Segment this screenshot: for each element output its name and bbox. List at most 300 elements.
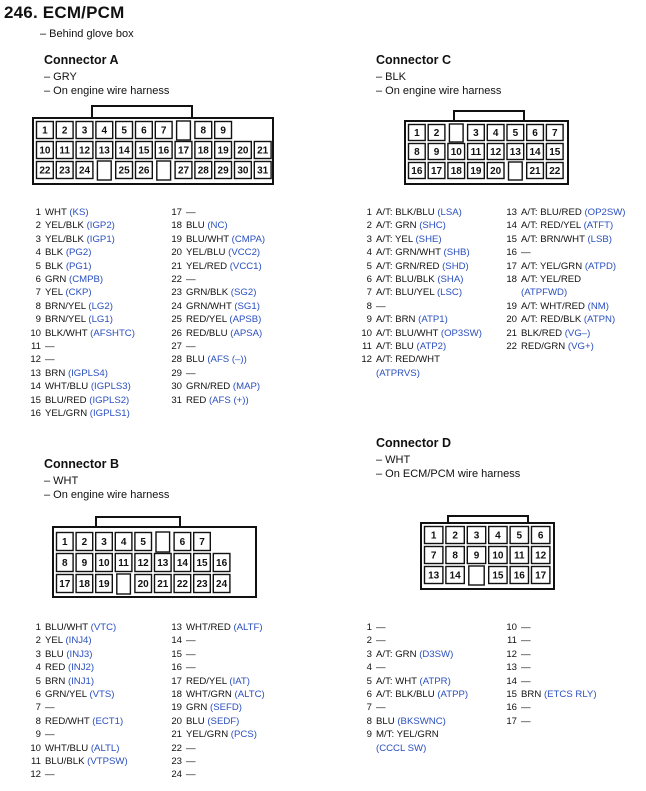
- pin-cell-label: 21: [257, 145, 269, 157]
- connector-b-diagram: [52, 514, 258, 600]
- pin-entry: [170, 621, 265, 634]
- pin-entry: [170, 634, 265, 647]
- pin-entry: [170, 219, 265, 232]
- pin-wire: —: [186, 756, 196, 768]
- pin-entry: [29, 206, 135, 219]
- pin-wire: —: [521, 247, 531, 259]
- pin-number: 23: [171, 287, 182, 299]
- pin-cell-label: 12: [78, 145, 91, 157]
- pin-entry: [29, 353, 135, 366]
- pin-cell-label: 9: [473, 550, 480, 562]
- pin-number: 5: [35, 675, 41, 687]
- pin-number: 3: [366, 233, 372, 245]
- pin-entry: [360, 340, 482, 353]
- pin-cell-label: 14: [118, 145, 130, 157]
- pin-entry: [29, 394, 135, 407]
- pin-entry: [29, 621, 128, 634]
- pin-cell-label: 26: [138, 165, 150, 177]
- pin-entry: [360, 661, 468, 674]
- pin-cell-label: 1: [430, 530, 437, 542]
- pin-cell-label: 8: [200, 125, 207, 137]
- pin-entry: [170, 380, 265, 393]
- pin-wire: —: [186, 635, 196, 647]
- pin-wire: BRN: [45, 675, 66, 687]
- pin-signal: (AFS (–)): [207, 354, 247, 366]
- pin-signal: (ATPRVS): [376, 367, 420, 379]
- pin-signal: (VTC): [90, 622, 117, 633]
- pin-number: 30: [171, 381, 182, 393]
- connector-latch: [454, 111, 524, 121]
- pin-wire: GRN/WHT: [186, 300, 232, 312]
- pin-number: 8: [35, 715, 41, 727]
- pin-number: 13: [171, 622, 182, 633]
- pin-wire: —: [45, 354, 55, 366]
- pin-number: 15: [506, 689, 517, 701]
- pin-entry: [170, 715, 265, 728]
- pin-entry: [29, 380, 135, 393]
- pin-wire: YEL/GRN: [45, 408, 88, 420]
- pin-cell-label: 4: [101, 125, 108, 137]
- pin-cell-label: 7: [430, 550, 437, 562]
- pin-wire: A/T: GRN: [376, 648, 417, 660]
- pin-wire: A/T: BLK/BLU: [376, 689, 435, 701]
- pin-cell-label: 17: [59, 579, 71, 590]
- pin-number: 7: [35, 287, 41, 299]
- connector-b-title: Connector B: [44, 457, 119, 471]
- pin-entry: [360, 688, 468, 701]
- pin-wire: YEL: [45, 635, 63, 647]
- pin-cell-label: 7: [199, 537, 205, 548]
- pin-number: 18: [171, 220, 182, 232]
- pin-number: 16: [171, 662, 182, 674]
- pin-entry: [29, 273, 135, 286]
- pin-cell-label: 20: [490, 166, 502, 177]
- pin-signal: (SHA): [437, 274, 464, 286]
- pin-signal: (ATP2): [416, 341, 447, 353]
- pin-wire: —: [45, 702, 55, 714]
- pin-number: 8: [35, 300, 41, 312]
- pin-cell-label: 3: [101, 537, 107, 548]
- connector-d-diagram: [420, 515, 556, 591]
- pin-cell-label: 5: [516, 530, 523, 542]
- pin-wire: —: [376, 300, 386, 312]
- pin-signal: (SG1): [234, 300, 260, 312]
- pin-number: 7: [366, 287, 372, 299]
- pin-signal: (LSC): [436, 287, 463, 299]
- pin-cell-label: 6: [179, 537, 186, 548]
- pin-number: 24: [171, 300, 182, 312]
- connector-a-diagram: [32, 102, 274, 188]
- pin-number: 5: [366, 260, 372, 272]
- pin-signal: (IGPLS4): [67, 367, 108, 379]
- pin-wire: —: [521, 702, 531, 714]
- pin-number: 3: [366, 648, 372, 660]
- pin-entry: [170, 648, 265, 661]
- pin-wire: YEL/BLK: [45, 233, 84, 245]
- connector-c-color: – BLK: [376, 71, 406, 83]
- pin-wire: —: [521, 648, 531, 660]
- pin-signal: (AFS (+)): [208, 394, 249, 406]
- pin-cell-label: 12: [490, 147, 502, 158]
- pin-wire: —: [45, 341, 55, 353]
- pin-signal: (SEDF): [207, 715, 240, 727]
- pin-signal: (VCC2): [228, 247, 261, 259]
- pin-number: 8: [366, 300, 372, 312]
- pin-cell-label: 7: [160, 125, 167, 137]
- pin-entry: [360, 300, 482, 313]
- pin-number: 12: [30, 354, 41, 366]
- pin-cell-label: 20: [237, 145, 249, 157]
- pin-entry: [505, 715, 597, 728]
- pin-signal: (INJ3): [66, 648, 93, 660]
- pin-wire: —: [186, 341, 196, 353]
- pin-entry: [170, 246, 265, 259]
- pin-number: 12: [506, 648, 517, 660]
- connector-latch: [448, 516, 528, 523]
- pin-signal: (ATPD): [584, 260, 617, 272]
- connector-d-pinlist-2: [505, 621, 597, 728]
- pin-signal: (ATFT): [583, 220, 614, 232]
- pin-wire: A/T: WHT: [376, 675, 417, 687]
- pin-number: 11: [31, 756, 41, 768]
- pin-wire: YEL/BLU: [186, 247, 226, 259]
- connector-c-diagram: [404, 108, 570, 188]
- pin-signal: (PG2): [65, 247, 92, 259]
- pin-entry: [170, 353, 265, 366]
- pin-entry: [170, 768, 265, 781]
- pin-cell-label: 24: [216, 579, 228, 590]
- pin-cell-label: 2: [81, 537, 88, 548]
- pin-cell-label: 6: [532, 128, 538, 139]
- pin-entry: [29, 340, 135, 353]
- pin-number: 20: [171, 247, 182, 259]
- pin-wire: YEL/BLK: [45, 220, 84, 232]
- pin-signal: (LSB): [587, 233, 612, 245]
- pin-wire: BLK: [45, 260, 64, 272]
- pin-cell-label: 4: [120, 537, 127, 548]
- pin-wire: BLU/BLK: [45, 756, 85, 768]
- pin-signal: (IGPLS1): [89, 408, 130, 420]
- pin-cell-label: 15: [492, 570, 504, 582]
- pin-entry: [29, 661, 128, 674]
- pin-signal: (SG2): [230, 287, 257, 299]
- pin-wire: BLK/WHT: [45, 327, 88, 339]
- pin-number: 3: [35, 233, 41, 245]
- pin-number: 5: [366, 675, 372, 687]
- pin-entry: [360, 701, 468, 714]
- pin-cell-label: 13: [98, 145, 110, 157]
- pin-entry: [29, 715, 128, 728]
- pin-signal: (NM): [587, 300, 609, 312]
- pin-wire: BRN/YEL: [45, 300, 86, 312]
- pin-entry: [360, 313, 482, 326]
- pin-wire: WHT/RED: [186, 622, 231, 633]
- pin-wire: —: [45, 769, 55, 781]
- pin-entry: [29, 648, 128, 661]
- pin-entry: [505, 648, 597, 661]
- pin-number: 13: [506, 207, 517, 218]
- pin-number: 5: [35, 260, 41, 272]
- pin-entry: [360, 273, 482, 286]
- pin-number: 4: [366, 247, 372, 259]
- pin-cell-label: 2: [452, 530, 458, 542]
- pin-signal: (IAT): [229, 675, 250, 687]
- pin-cell-label: 3: [81, 125, 88, 137]
- pin-cell-label: 8: [414, 147, 420, 158]
- pin-wire: RED/YEL: [186, 314, 227, 326]
- pin-number: 2: [35, 220, 41, 232]
- pin-number: 20: [506, 314, 517, 326]
- pin-entry: [360, 648, 468, 661]
- pin-wire: GRN/RED: [186, 381, 231, 393]
- pin-signal: (APSB): [229, 314, 262, 326]
- pin-entry: [170, 675, 265, 688]
- pin-cell-label: 1: [62, 537, 68, 548]
- connector-latch: [92, 106, 192, 118]
- pin-cell-label: 28: [197, 165, 209, 177]
- pin-wire: GRN: [186, 702, 208, 714]
- pin-number: 6: [35, 689, 41, 701]
- pin-signal: (LG2): [88, 300, 113, 312]
- pin-number: 10: [361, 327, 372, 339]
- pin-wire: A/T: GRN/WHT: [376, 247, 441, 259]
- pin-cell-label: 22: [176, 579, 188, 590]
- pin-cell-label: 3: [473, 530, 480, 542]
- pin-wire: GRN/BLK: [186, 287, 229, 299]
- pin-wire: WHT/BLU: [45, 742, 89, 754]
- pin-entry: [170, 260, 265, 273]
- pin-number: 29: [171, 367, 182, 379]
- connector-c-pinlist-2: [505, 206, 626, 353]
- pin-entry: [360, 327, 482, 340]
- pin-entry: [170, 300, 265, 313]
- pin-signal: (ATPP): [437, 689, 469, 701]
- pin-wire: A/T: WHT/RED: [521, 300, 585, 312]
- pin-number: 6: [35, 274, 41, 286]
- pin-number: 21: [171, 260, 182, 272]
- pin-number: 15: [506, 233, 517, 245]
- pin-number: 15: [171, 648, 182, 660]
- pin-entry: [29, 688, 128, 701]
- pin-wire: —: [376, 702, 386, 714]
- pin-signal: (NC): [207, 220, 228, 232]
- pin-entry: [360, 353, 482, 380]
- pin-entry: [505, 313, 626, 326]
- pin-number: 17: [506, 260, 517, 272]
- pin-entry: [360, 621, 468, 634]
- pin-wire: BLU/RED: [45, 394, 87, 406]
- pin-wire: YEL/RED: [186, 260, 228, 272]
- connector-d-title: Connector D: [376, 436, 451, 450]
- pin-number: 15: [30, 394, 41, 406]
- pin-number: 19: [171, 702, 182, 714]
- pin-entry: [29, 728, 128, 741]
- pin-wire: A/T: GRN/RED: [376, 260, 440, 272]
- pin-cell-label: 11: [514, 550, 525, 562]
- pin-number: 24: [171, 769, 182, 781]
- pin-signal: (SHD): [442, 260, 469, 272]
- pin-entry: [29, 407, 135, 420]
- pin-wire: RED/WHT: [45, 715, 90, 727]
- connector-c-pinlist-1: [360, 206, 482, 380]
- pin-entry: [170, 313, 265, 326]
- pin-signal: (D3SW): [419, 648, 454, 660]
- pin-entry: [29, 300, 135, 313]
- connector-d-pinlist-1: [360, 621, 468, 755]
- pin-cell-label: 13: [428, 570, 440, 582]
- pin-wire: YEL: [45, 287, 63, 299]
- pin-cell-label: 23: [59, 165, 71, 177]
- pin-signal: (ALTL): [90, 742, 120, 754]
- pin-number: 2: [366, 220, 372, 232]
- connector-key-slot: [469, 566, 484, 585]
- connector-b-color: – WHT: [44, 475, 79, 487]
- pin-wire: —: [186, 742, 196, 754]
- pin-entry: [360, 233, 482, 246]
- pin-signal: (LG1): [88, 314, 113, 326]
- pin-number: 2: [366, 635, 372, 647]
- pin-cell-label: 24: [78, 165, 91, 177]
- pin-cell-label: 17: [177, 145, 190, 157]
- pin-entry: [505, 688, 597, 701]
- pin-entry: [170, 273, 265, 286]
- pin-cell-label: 9: [81, 558, 88, 569]
- pin-cell-label: 6: [141, 125, 147, 137]
- pin-cell-label: 11: [118, 558, 129, 569]
- pin-wire: RED/YEL: [186, 675, 227, 687]
- pin-wire: WHT: [45, 207, 67, 218]
- pin-entry: [505, 246, 626, 259]
- pin-number: 10: [506, 622, 517, 633]
- pin-wire: A/T: YEL/RED: [521, 274, 582, 286]
- pin-wire: —: [186, 662, 196, 674]
- connector-a-color: – GRY: [44, 71, 77, 83]
- pin-number: 4: [35, 247, 41, 259]
- pin-cell-label: 4: [492, 128, 499, 139]
- pin-number: 18: [506, 274, 517, 286]
- pin-entry: [170, 661, 265, 674]
- pin-entry: [170, 688, 265, 701]
- pin-signal: (OP3SW): [440, 327, 482, 339]
- pin-wire: A/T: YEL/GRN: [521, 260, 583, 272]
- pin-signal: (INJ2): [67, 662, 95, 674]
- pin-number: 7: [366, 702, 372, 714]
- pin-entry: [505, 675, 597, 688]
- pin-wire: A/T: BLU/WHT: [376, 327, 439, 339]
- connector-key-slot: [97, 161, 111, 180]
- pin-cell-label: 21: [157, 579, 169, 590]
- pin-entry: [505, 219, 626, 232]
- pin-cell-label: 8: [62, 558, 68, 569]
- connector-key-slot: [449, 124, 463, 142]
- pin-signal: (INJ4): [65, 635, 92, 647]
- pin-entry: [505, 621, 597, 634]
- pin-number: 12: [361, 354, 372, 366]
- pin-cell-label: 19: [470, 166, 482, 177]
- pin-number: 22: [171, 742, 182, 754]
- pin-cell-label: 25: [118, 165, 130, 177]
- pin-number: 14: [506, 675, 517, 687]
- pin-wire: —: [45, 729, 55, 741]
- pin-cell-label: 13: [157, 558, 169, 569]
- connector-key-slot: [156, 532, 170, 552]
- pin-wire: A/T: RED/BLK: [521, 314, 582, 326]
- pin-number: 21: [171, 729, 182, 741]
- pin-cell-label: 22: [39, 165, 51, 177]
- pin-signal: (ATPFWD): [521, 287, 568, 299]
- pin-signal: (CMPA): [231, 233, 266, 245]
- pin-wire: BLU: [45, 648, 64, 660]
- pin-wire: RED: [45, 662, 66, 674]
- connector-d-color: – WHT: [376, 454, 411, 466]
- pin-wire: —: [186, 648, 196, 660]
- pin-entry: [360, 634, 468, 647]
- pin-number: 3: [35, 648, 41, 660]
- pin-wire: —: [186, 274, 196, 286]
- pin-signal: (MAP): [232, 381, 261, 393]
- connector-key-slot: [117, 574, 131, 594]
- pin-wire: —: [521, 675, 531, 687]
- pin-cell-label: 6: [537, 530, 544, 542]
- pin-number: 28: [171, 354, 182, 366]
- pin-signal: (IGP1): [86, 233, 115, 245]
- pin-signal: (VTPSW): [87, 756, 128, 768]
- pin-wire: WHT/GRN: [186, 689, 232, 701]
- pin-cell-label: 1: [414, 128, 420, 139]
- pin-signal: (ATPN): [583, 314, 616, 326]
- pin-cell-label: 21: [529, 166, 541, 177]
- pin-number: 23: [171, 756, 182, 768]
- pin-number: 9: [366, 729, 372, 741]
- connector-key-slot: [157, 161, 171, 180]
- pin-wire: A/T: BRN: [376, 314, 416, 326]
- pin-wire: —: [521, 635, 531, 647]
- connector-d-harness: – On ECM/PCM wire harness: [376, 468, 521, 480]
- pin-number: 21: [506, 327, 517, 339]
- pin-wire: GRN: [45, 274, 67, 286]
- pin-number: 2: [35, 635, 41, 647]
- pin-cell-label: 10: [450, 147, 462, 158]
- pin-number: 6: [366, 689, 372, 701]
- pin-signal: (PCS): [230, 729, 257, 741]
- pin-cell-label: 4: [495, 530, 501, 542]
- pin-entry: [505, 634, 597, 647]
- connector-latch: [96, 517, 180, 527]
- pin-cell-label: 29: [217, 165, 229, 177]
- pin-signal: (ECT1): [92, 715, 124, 727]
- pin-entry: [29, 246, 135, 259]
- pin-cell-label: 11: [59, 145, 70, 157]
- pin-signal: (SHC): [419, 220, 446, 232]
- pin-wire: BLU/WHT: [186, 233, 229, 245]
- pin-wire: —: [186, 207, 196, 218]
- pin-wire: BLU: [186, 220, 205, 232]
- connector-c-harness: – On engine wire harness: [376, 85, 502, 97]
- pin-cell-label: 12: [137, 558, 149, 569]
- pin-signal: (SEFD): [210, 702, 242, 714]
- pin-signal: (CMPB): [69, 274, 104, 286]
- pin-cell-label: 15: [138, 145, 150, 157]
- pin-number: 11: [507, 635, 517, 647]
- pin-signal: (LSA): [437, 207, 462, 218]
- pin-cell-label: 15: [549, 147, 561, 158]
- pin-cell-label: 3: [473, 128, 479, 139]
- pin-entry: [170, 233, 265, 246]
- pin-wire: M/T: YEL/GRN: [376, 729, 439, 741]
- pin-wire: BRN: [521, 689, 542, 701]
- pin-entry: [170, 701, 265, 714]
- pin-signal: (PG1): [65, 260, 92, 272]
